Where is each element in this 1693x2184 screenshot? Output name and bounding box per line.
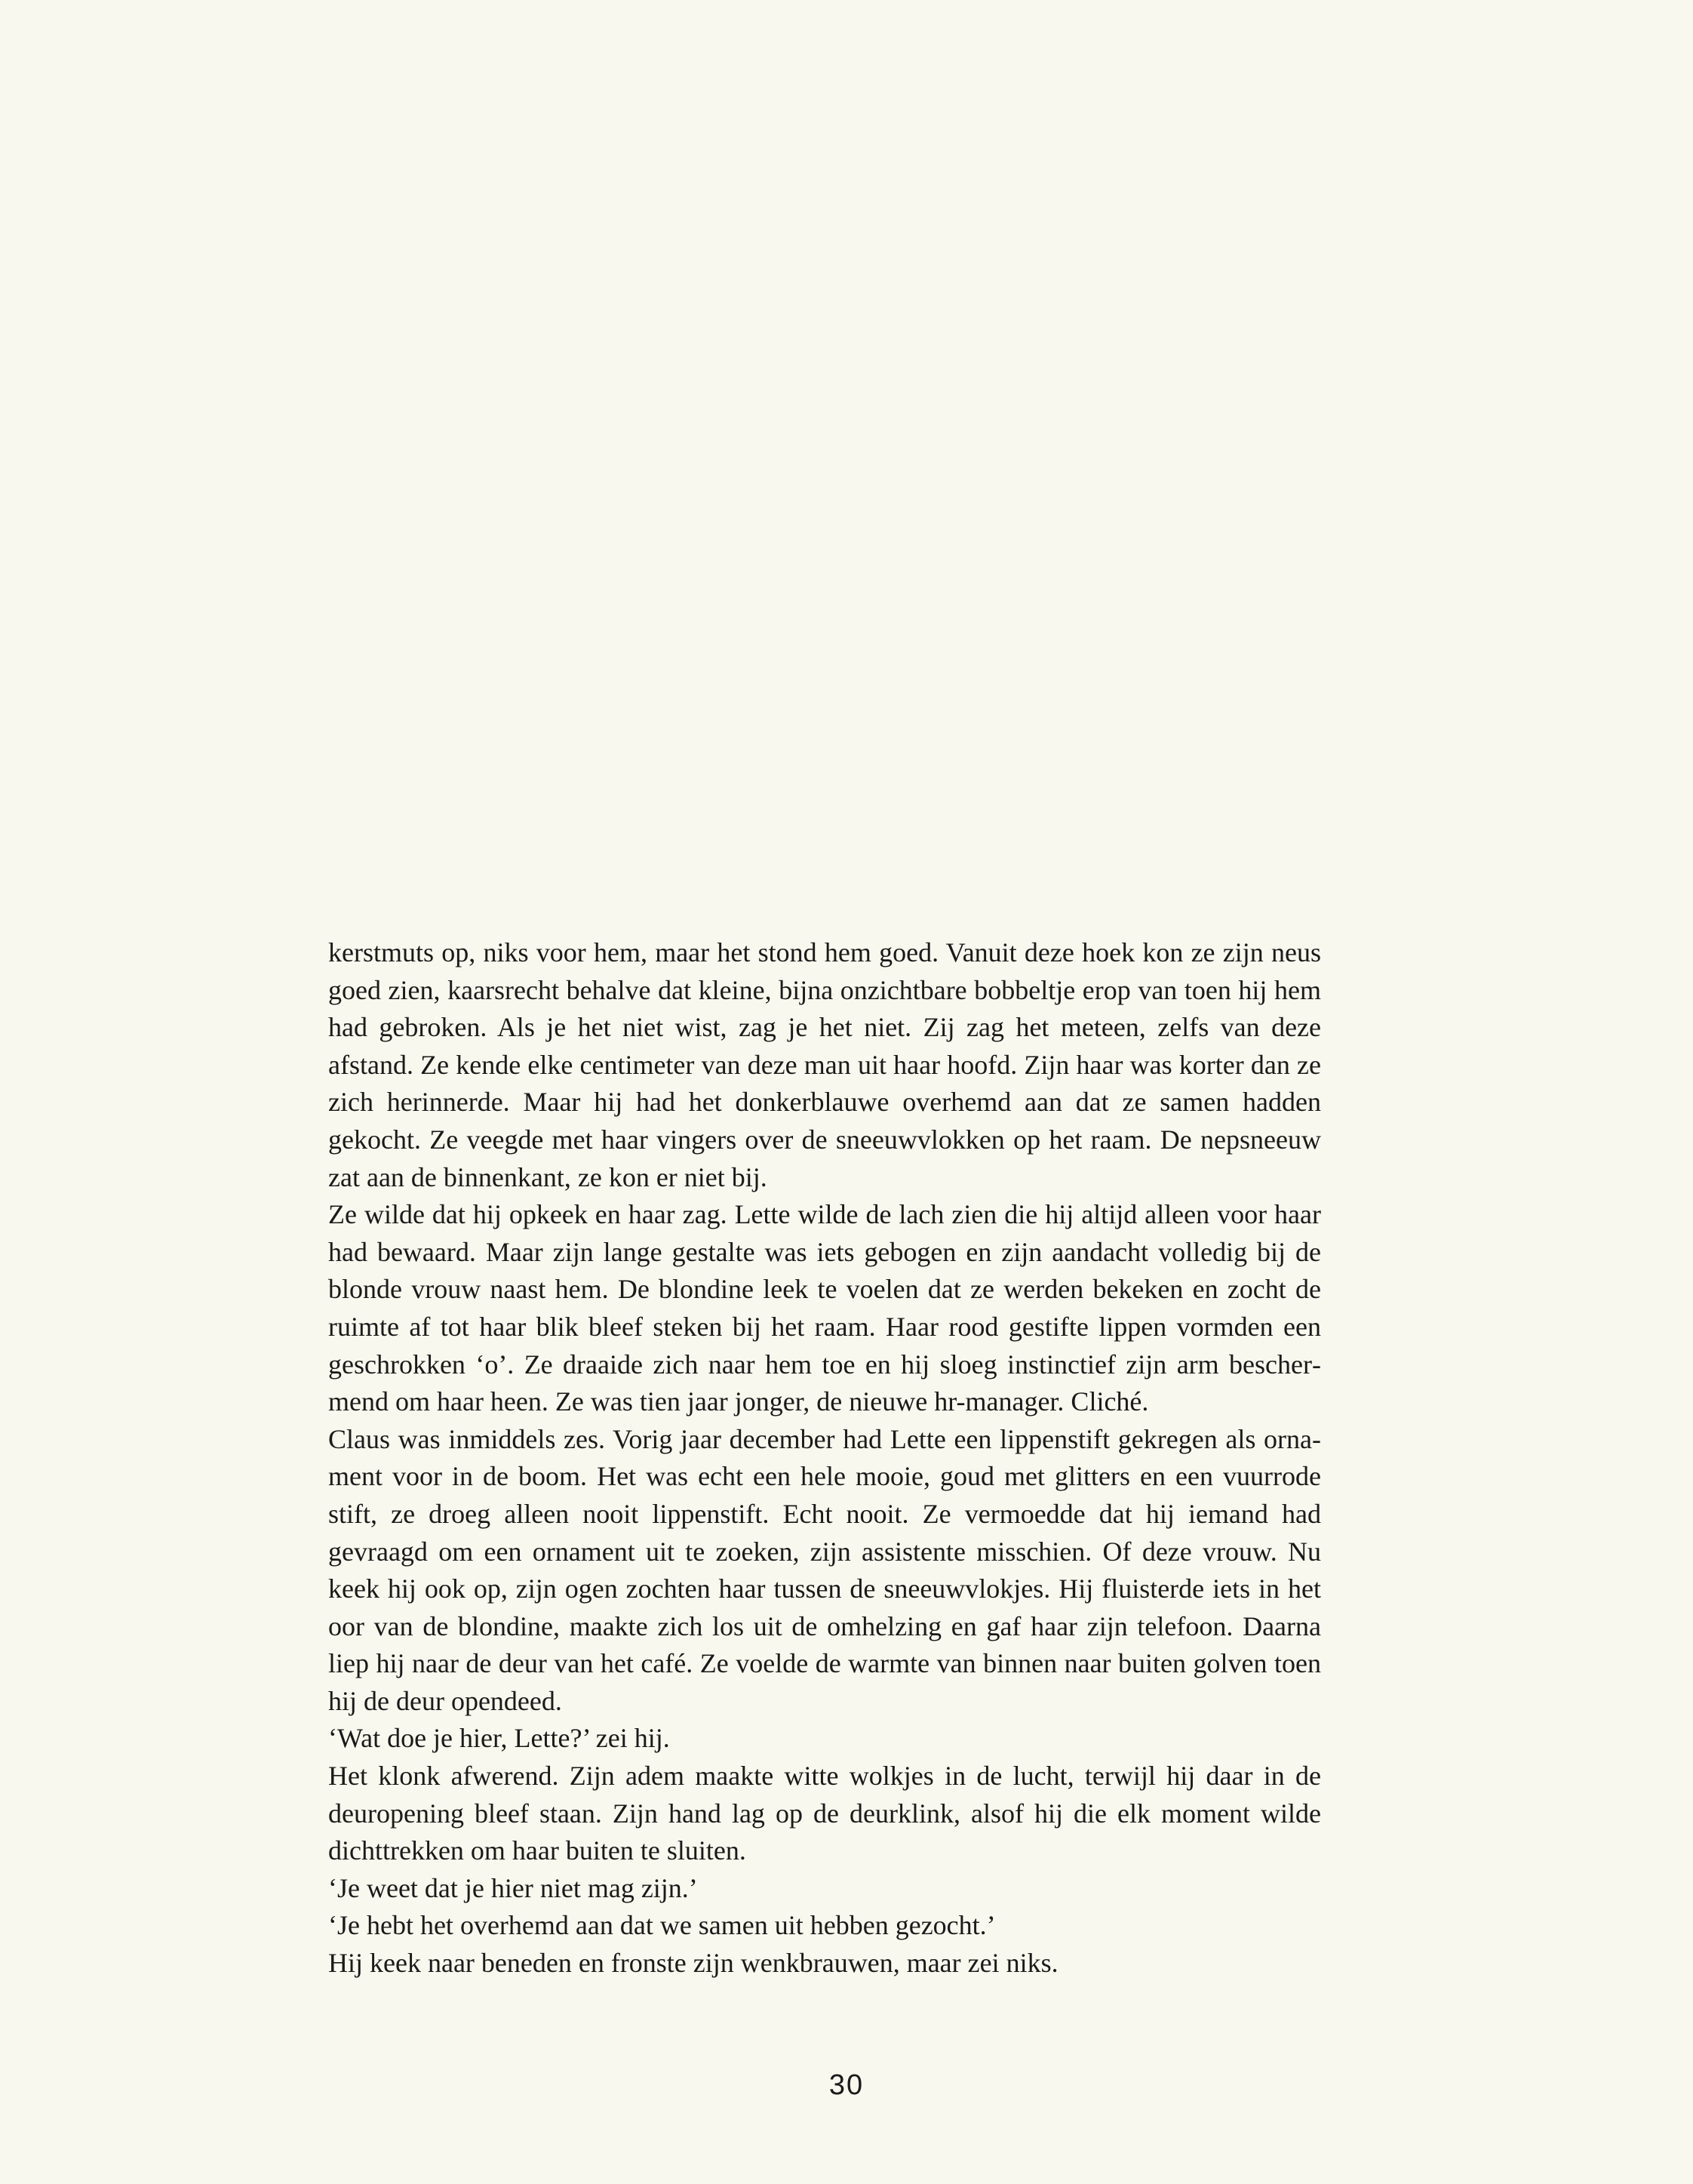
paragraph: Ze wilde dat hij opkeek en haar zag. Lette wilde de lach zien die hij altijd alleen voor haar had bewaard. Maar zijn lange gestalte was iets gebogen en zijn aandacht volledig bij de blonde vrouw naast hem. De blondine leek te voelen dat ze werden bekeken en zocht de ruimte af tot haar blik bleef steken bij het raam. Haar rood gestifte lippen vormden een geschrokken ‘o’. Ze draaide zich naar hem toe en hij sloeg instinctief zijn arm beschermend om haar heen. Ze was tien jaar jonger, de nieuwe hr-manager. Cliché.	[328, 1199, 1321, 1417]
paragraph: ‘Wat doe je hier, Lette?’ zei hij.	[328, 1723, 670, 1754]
paragraph: ‘Je hebt het overhemd aan dat we samen uit hebben gezocht.’	[328, 1910, 996, 1941]
paragraph: kerstmuts op, niks voor hem, maar het stond hem goed. Vanuit deze hoek kon ze zijn neus goed zien, kaarsrecht behalve dat kleine, bijna onzichtbare bobbeltje erop van toen hij hem had gebroken. Als je het niet wist, zag je het niet. Zij zag het meteen, zelfs van deze afstand. Ze kende elke centimeter van deze man uit haar hoofd. Zijn haar was korter dan ze zich herinnerde. Maar hij had het donkerblauwe overhemd aan dat ze samen hadden gekocht. Ze veegde met haar vingers over de sneeuwvlokken op het raam. De nepsneeuw zat aan de binnenkant, ze kon er niet bij.	[328, 937, 1321, 1192]
paragraph: Claus was inmiddels zes. Vorig jaar december had Lette een lippenstift gekregen als ornament voor in de boom. Het was echt een hele mooie, goud met glitters en een vuurrode stift, ze droeg alleen nooit lippenstift. Echt nooit. Ze vermoedde dat hij iemand had gevraagd om een ornament uit te zoeken, zijn assistente misschien. Of deze vrouw. Nu keek hij ook op, zijn ogen zochten haar tussen de sneeuwvlokjes. Hij fluisterde iets in het oor van de blondine, maakte zich los uit de omhelzing en gaf haar zijn telefoon. Daarna liep hij naar de deur van het café. Ze voelde de warmte van binnen naar buiten golven toen hij de deur opendeed.	[328, 1423, 1321, 1716]
page-number: 30	[828, 2069, 865, 2101]
paragraph: ‘Je weet dat je hier niet mag zijn.’	[328, 1872, 698, 1903]
paragraph: Hij keek naar beneden en fronste zijn wenkbrauwen, maar zei niks.	[328, 1948, 1059, 1979]
paragraph: Het klonk afwerend. Zijn adem maakte witte wolkjes in de lucht, terwijl hij daar in de deuropening bleef staan. Zijn hand lag op de deurklink, alsof hij die elk moment wilde dichttrekken om haar buiten te sluiten.	[328, 1761, 1321, 1866]
body-text	[328, 934, 1321, 1983]
